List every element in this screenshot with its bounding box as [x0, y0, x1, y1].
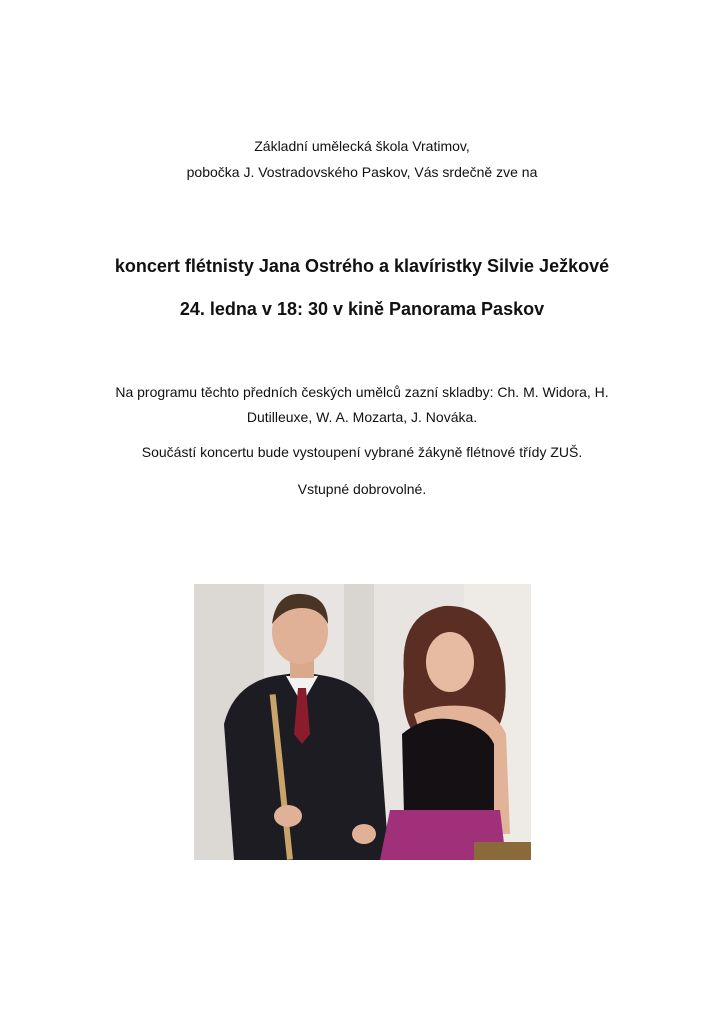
intro-line-branch: pobočka J. Vostradovského Paskov, Vás srdečně zve na — [186, 164, 538, 180]
concert-date-venue: 24. ledna v 18: 30 v kině Panorama Paskov — [179, 299, 545, 319]
performers-photo — [194, 584, 531, 860]
performers-photo-illustration — [194, 584, 531, 860]
student-participation-text: Součástí koncertu bude vystoupení vybrané žákyně flétnové třídy ZUŠ. — [141, 444, 583, 460]
intro-line-school: Základní umělecká škola Vratimov, — [254, 138, 470, 154]
program-line-2: Dutilleuxe, W. A. Mozarta, J. Nováka. — [246, 409, 478, 425]
concert-title: koncert flétnisty Jana Ostrého a klavíristky Silvie Ježkové — [114, 256, 610, 276]
program-line-1: Na programu těchto předních českých umělců zazní skladby: Ch. M. Widora, H. — [115, 384, 609, 400]
intro-text — [0, 133, 724, 185]
program-text — [0, 380, 724, 430]
admission-text: Vstupné dobrovolné. — [297, 481, 427, 497]
